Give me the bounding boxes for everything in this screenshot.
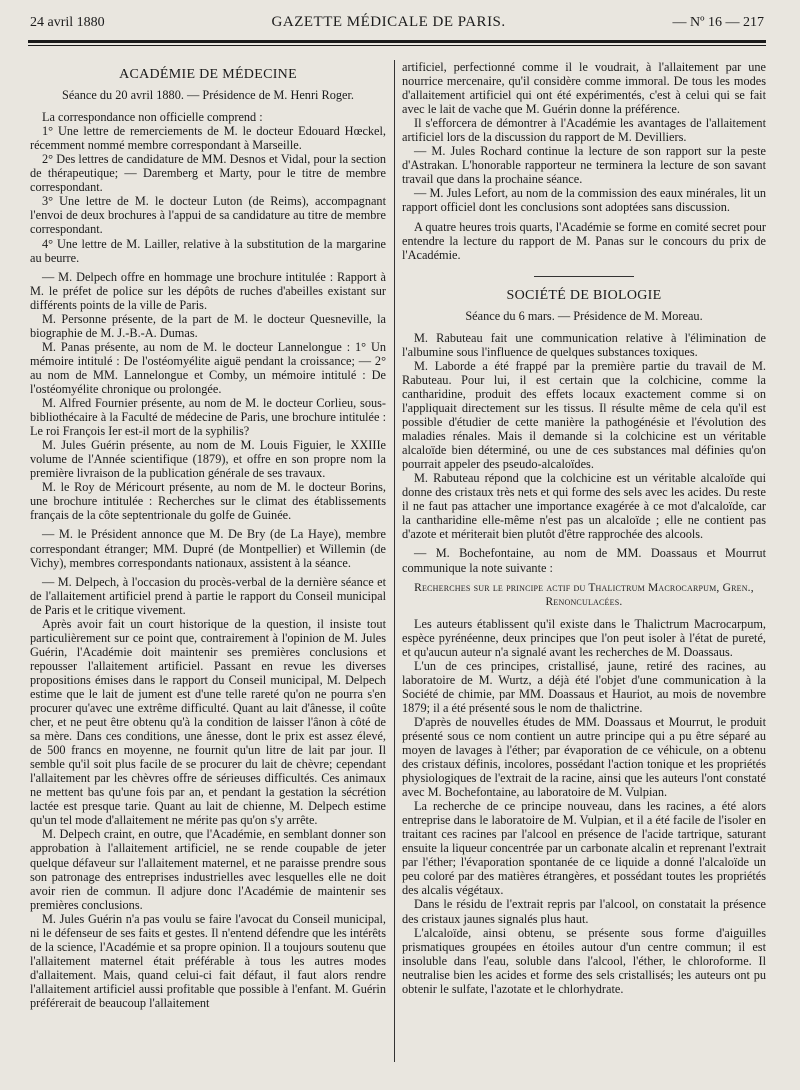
session-line: Séance du 20 avril 1880. — Présidence de M. Henri Roger. [62,88,354,103]
paragraph: L'alcaloïde, ainsi obtenu, se présente sous forme d'aiguilles prismatiques groupées en étoiles autour d'un centre commun; il est insoluble dans l'eau, soluble dans l'alcool, l'éther, le chloroforme. Il neutralise bien les acides et forme des sels cristallisés; les auteurs ont pu obtenir le sulfate, l'azotate et le chlorhydrate. [402,925,766,996]
section-divider [534,276,634,277]
paragraph: Il s'efforcera de démontrer à l'Académie les avantages de l'allaitement artificiel lors de la discussion du rapport de M. Devilliers. [402,116,766,145]
paragraph: M. Panas présente, au nom de M. le docteur Lannelongue : 1° Un mémoire intitulé : De l'ostéomyélite aiguë pendant la croissance; — 2° au nom de MM. Lannelongue et Comby, un mémoire intitulé : De l'ostéomyélite chronique ou prolongée. [30,339,386,396]
paragraph: M. Rabuteau fait une communication relative à l'élimination de l'albumine sous l'influence de quelques substances toxiques. [402,330,766,359]
paragraph: M. Delpech craint, en outre, que l'Académie, en semblant donner son approbation à l'allaitement artificiel, ne se rende coupable de jeter quelque défaveur sur l'allaitement maternel, et ne paraisse prendre sous son patronage des entreprises industrielles avec lesquelles elle ne doit avoir rien de commun. Il adjure donc l'Académie de maintenir ses premières conclusions. [30,827,386,912]
paragraph: — M. Delpech offre en hommage une brochure intitulée : Rapport à M. le préfet de police sur les dépôts de ruches d'abeilles existant sur différents points de la ville de Paris. [30,269,386,312]
paragraph: La correspondance non officielle comprend : [42,110,263,125]
paragraph: — M. Delpech, à l'occasion du procès-verbal de la dernière séance et de l'allaitement artificiel prend à partie le rapport du Conseil municipal de Paris et le critique vivement. [30,574,386,617]
paragraph: M. Alfred Fournier présente, au nom de M. le docteur Corlieu, sous-bibliothécaire à la Faculté de médecine de Paris, une brochure intitulée : Le roi François Ier est-il mort de la syphilis? [30,396,386,439]
paragraph: D'après de nouvelles études de MM. Doassaus et Mourrut, le produit présenté sous ce nom contient un autre principe qui a pu être séparé au moyen de lavages à l'éther; par évaporation de ce véhicule, on a obtenu des cristaux définis, incolores, possédant l'action tonique et les propriétés physiologiques de l'extrait de la racine, ainsi que les auteurs l'ont constaté avec M. Bochefontaine, au laboratoire de M. Vulpian. [402,714,766,800]
paragraph: M. Jules Guérin n'a pas voulu se faire l'avocat du Conseil municipal, ni le défenseur de ses faits et gestes. Il n'entend défendre que les intérêts de la science, l'Académie et sa propre opinion. Il a toujours soutenu que l'allaitement maternel était préférable à tous les autres modes d'allaitement. Mais, quand celui-ci fait défaut, il faut alors rendre l'allaitement artificiel aussi profitable que possible à l'enfant. M. Guérin préférerait de beaucoup l'allaitement [30,911,386,1010]
paragraph: M. le Roy de Méricourt présente, au nom de M. le docteur Borins, une brochure intitulée : Recherches sur le climat des établissements français de la côte septentrionale du golfe de Guinée. [30,480,386,523]
paragraph: — M. le Président annonce que M. De Bry (de La Haye), membre correspondant étranger; MM. Dupré (de Montpellier) et Willemin (de Vichy), membres correspondants nationaux, assistent à la séance. [30,527,386,570]
paragraph: — M. Jules Lefort, au nom de la commission des eaux minérales, lit un rapport officiel dont les conclusions sont adoptées sans discussion. [402,186,766,215]
paragraph: artificiel, perfectionné comme il le voudrait, à l'allaitement par une nourrice mercenaire, qu'il considère comme immoral. De tous les modes d'allaitement artificiel qui ont été expérimentés, c'est à celui qui se fait avec le lait de vache que M. Guérin donne la préférence. [402,60,766,117]
header-rule-thin [28,45,766,46]
paragraph: 1° Une lettre de remerciements de M. le docteur Edouard Hœckel, récemment nommé membre correspondant à Marseille. [30,124,386,153]
paragraph: M. Laborde a été frappé par la première partie du travail de M. Rabuteau. Pour lui, il est certain que la colchicine, comme la cantharidine, produit des effets locaux exactement comme si on l'appliquait directement sur les tissus. Il résulte même de cela qu'il est possible d'étudier de cette manière la pathogénésie et l'évolution des maladies rénales. Mais il demande si la colchicine est un véritable alcaloïde bien déterminé, ou une de ces substances mal définies qu'on pourrait appeler des pseudo-alcaloïdes. [402,358,766,472]
paragraph: Les auteurs établissent qu'il existe dans le Thalictrum Macrocarpum, espèce pyrénéenne, deux principes que l'on peut isoler à l'état de pureté, et qu'aucun auteur n'a signalé avant les recherches de M. Doassaus. [402,616,766,659]
page-header [30,14,764,38]
paragraph: — M. Jules Rochard continue la lecture de son rapport sur la peste d'Astrakan. L'honorable rapporteur ne terminera la lecture de son savant travail que dans la prochaine séance. [402,144,766,187]
paragraph: M. Jules Guérin présente, au nom de M. Louis Figuier, le XXIIIe volume de l'Année scientifique (1879), et offre en son propre nom la première livraison de la publication générale de ses travaux. [30,438,386,481]
right-column [402,60,766,996]
paragraph: Après avoir fait un court historique de la question, il insiste tout particulièrement sur ce point que, contrairement à l'opinion de M. Jules Guérin, l'Académie doit maintenir ses premières conclusions et repousser l'allaitement artificiel. Passant en revue les diverses propositions émises dans le rapport du Conseil municipal, M. Delpech estime que le lait de jument est d'une telle rareté qu'on ne pourra s'en procurer qu'avec une extrême difficulté. Quant au lait d'ânesse, il coûte cher, et ne peut être obtenu qu'à la condition de laisser l'ânon à côté de sa mère. Dans ces conditions, une ânesse, dont le prix est assez élevé, de 500 francs en moyenne, ne fournit qu'un litre de lait par jour. Il semble qu'il soit plus facile de se procurer du lait de chèvre; cependant l'allaitement par les chèvres offre de sérieuses difficultés. Ces animaux ne mettent bas qu'une fois par an, et pendant la gestation la sécrétion lactée est presque tarie. Quant au lait de chienne, M. Delpech estime qu'un tel mode d'allaitement ne mérite pas qu'on s'y arrête. [30,616,386,828]
paragraph: — M. Bochefontaine, au nom de MM. Doassaus et Mourrut communique la note suivante : [402,546,766,575]
paragraph: 2° Des lettres de candidature de MM. Desnos et Vidal, pour la section de thérapeutique; — Daremberg et Marty, pour le titre de membre correspondant. [30,152,386,195]
session-line: Séance du 6 mars. — Présidence de M. Moreau. [465,308,703,323]
paragraph: 4° Une lettre de M. Lailler, relative à la substitution de la margarine au beurre. [30,236,386,265]
section-heading: ACADÉMIE DE MÉDECINE [119,67,297,82]
paragraph: M. Personne présente, de la part de M. le docteur Quesneville, la biographie de M. J.-B.-A. Dumas. [30,311,386,340]
left-column [30,60,386,1010]
column-separator [394,60,395,1062]
paragraph: 3° Une lettre de M. le docteur Luton (de Reims), accompagnant l'envoi de deux brochures à l'appui de sa candidature au titre de membre correspondant. [30,194,386,237]
section-heading: SOCIÉTÉ DE BIOLOGIE [506,287,662,303]
paragraph: A quatre heures trois quarts, l'Académie se forme en comité secret pour entendre la lecture du rapport de M. Panas sur le concours du prix de l'Académie. [402,219,766,262]
paragraph: La recherche de ce principe nouveau, dans les racines, a été alors entreprise dans le laboratoire de M. Vulpian, et il a été facile de l'isoler en traitant ces racines par l'alcool en présence de l'acide tartrique, saturant ensuite la liqueur concentrée par un carbonate alcalin et reprenant l'extrait par l'éther; l'évaporation spontanée de ce liquide a donné l'alcaloïde un peu coloré par des matières étrangères, et possédant toutes les propriétés des alcalis végétaux. [402,799,766,898]
header-issue: — Nº 16 — 217 [672,15,764,30]
article-title: Recherches sur le principe actif du Thalictrum Macrocarpum, Gren., Renonculacées. [414,581,754,608]
header-rule-thick [28,40,766,43]
paragraph: Dans le résidu de l'extrait repris par l'alcool, on constatait la présence des cristaux jaunes signalés plus haut. [402,897,766,926]
header-date: 24 avril 1880 [30,15,105,30]
paragraph: M. Rabuteau répond que la colchicine est un véritable alcaloïde qui donne des cristaux très nets et qui forme des sels avec les acides. Du reste il ne faut pas attacher une importance exagérée à ce mot d'alcaloïde, car la cantharidine elle-même n'est pas un alcaloïde ; elle ne contient pas d'azote et mériterait bien plutôt d'être rapprochée des alcools. [402,471,766,542]
header-title: GAZETTE MÉDICALE DE PARIS. [271,14,506,30]
paragraph: L'un de ces principes, cristallisé, jaune, retiré des racines, au laboratoire de M. Wurtz, a déjà été l'objet d'une communication à la Société de chimie, par MM. Doassaus et Hauriot, au mois de novembre 1879; il a été présenté sous le nom de thalictrine. [402,658,766,715]
